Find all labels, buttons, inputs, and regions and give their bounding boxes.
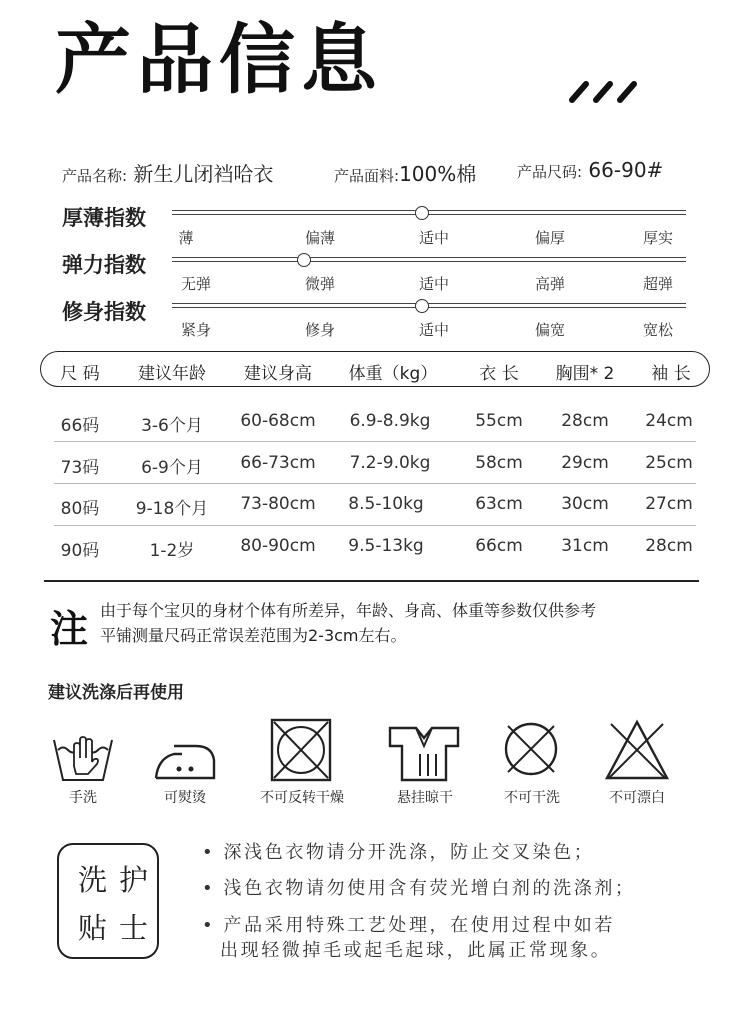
row-divider: [54, 483, 696, 484]
hand-wash-caption: 手洗: [69, 790, 97, 806]
table-cell: 66cm: [475, 536, 523, 556]
elasticity-tick: 高弹: [534, 275, 566, 293]
care-badge-line-2: 贴士: [78, 911, 161, 945]
fit-scale-line: [172, 303, 686, 308]
table-cell: 27cm: [645, 494, 693, 514]
table-cell: 58cm: [475, 453, 523, 473]
table-cell: 8.5-10kg: [348, 494, 424, 514]
header-weight: 体重（kg）: [348, 364, 438, 384]
no-tumble-dry-caption: 不可反转干燥: [260, 790, 344, 806]
table-cell: 3-6个月: [141, 416, 203, 436]
product-fabric: [334, 158, 476, 187]
elasticity-tick: 微弹: [304, 275, 336, 293]
no-bleach-caption: 不可漂白: [609, 790, 665, 806]
no-dry-clean-icon: [502, 720, 560, 778]
header-chest: 胸围* 2: [555, 364, 615, 384]
page-title: 产品信息: [55, 15, 383, 104]
table-cell: 80-90cm: [240, 536, 316, 556]
care-tip-1: • 深浅色衣物请分开洗涤，防止交叉染色；: [202, 842, 595, 863]
note-mark: 注: [50, 607, 89, 651]
table-cell: 28cm: [561, 411, 609, 431]
table-cell: 28cm: [645, 536, 693, 556]
note-line-2: 平铺测量尺码正常误差范围为2-3cm左右。: [100, 626, 407, 645]
fit-tick: 宽松: [642, 321, 674, 339]
thickness-scale-knob: [415, 206, 429, 220]
note-line-1: 由于每个宝贝的身材个体有所差异，年龄、身高、体重等参数仅供参考: [100, 601, 597, 620]
care-tip-3-continued: 出现轻微掉毛或起毛起球，此属正常现象。: [220, 940, 612, 961]
product-size-label: 产品尺码:: [517, 163, 583, 181]
table-cell: 60-68cm: [240, 411, 316, 431]
table-cell: 63cm: [475, 494, 523, 514]
no-dry-clean-caption: 不可干洗: [504, 790, 560, 806]
elasticity-tick: 适中: [418, 275, 450, 293]
header-size: 尺 码: [60, 364, 100, 384]
thickness-index-label: 厚薄指数: [62, 206, 146, 230]
elasticity-tick: 超弹: [642, 275, 674, 293]
header-length: 衣 长: [479, 364, 519, 384]
iron-icon: [152, 740, 218, 782]
table-cell: 55cm: [475, 411, 523, 431]
table-cell: 90码: [60, 541, 100, 561]
table-cell: 1-2岁: [149, 541, 195, 561]
elasticity-index-label: 弹力指数: [62, 253, 146, 277]
row-divider: [54, 525, 696, 526]
thickness-tick: 适中: [418, 229, 450, 247]
wash-section-title: 建议洗涤后再使用: [48, 683, 184, 703]
product-name-label: 产品名称:: [62, 167, 128, 185]
decorative-dashes-icon: [568, 78, 640, 104]
table-cell: 24cm: [645, 411, 693, 431]
product-size: [517, 158, 663, 182]
no-bleach-icon: [603, 718, 671, 782]
care-badge-line-1: 洗护: [78, 863, 161, 897]
table-cell: 9-18个月: [135, 499, 209, 519]
fit-tick: 适中: [418, 321, 450, 339]
hand-wash-icon: [50, 728, 116, 784]
table-cell: 80码: [60, 499, 100, 519]
line-dry-caption: 悬挂晾干: [397, 790, 453, 806]
header-height: 建议身高: [244, 364, 312, 384]
thickness-tick: 偏薄: [304, 229, 336, 247]
table-cell: 7.2-9.0kg: [349, 453, 431, 473]
header-sleeve: 袖 长: [651, 364, 691, 384]
fit-tick: 修身: [304, 321, 336, 339]
table-cell: 31cm: [561, 536, 609, 556]
header-age: 建议年龄: [138, 364, 206, 384]
fit-tick: 偏宽: [534, 321, 566, 339]
product-size-value: 66-90#: [588, 158, 664, 182]
product-name-value: 新生儿闭裆哈衣: [133, 162, 274, 186]
table-cell: 6.9-8.9kg: [349, 411, 431, 431]
line-dry-icon: [388, 724, 460, 782]
thickness-tick: 厚实: [642, 229, 674, 247]
table-cell: 66-73cm: [240, 453, 316, 473]
product-fabric-label: 产品面料:: [334, 167, 400, 185]
fit-tick: 紧身: [180, 321, 212, 339]
table-cell: 25cm: [645, 453, 693, 473]
thickness-tick: 薄: [178, 229, 194, 247]
table-cell: 29cm: [561, 453, 609, 473]
care-tip-3: • 产品采用特殊工艺处理，在使用过程中如若: [202, 915, 615, 936]
row-divider: [54, 441, 696, 442]
table-cell: 30cm: [561, 494, 609, 514]
elasticity-scale-knob: [297, 253, 311, 267]
fit-scale-knob: [415, 299, 429, 313]
care-tip-2: • 浅色衣物请勿使用含有荧光增白剂的洗涤剂；: [202, 878, 636, 899]
product-name: [62, 158, 273, 187]
no-tumble-dry-icon: [270, 718, 332, 782]
table-cell: 6-9个月: [141, 458, 203, 478]
table-cell: 66码: [60, 416, 100, 436]
table-cell: 9.5-13kg: [348, 536, 424, 556]
table-cell: 73-80cm: [240, 494, 316, 514]
thickness-scale-line: [172, 210, 686, 215]
product-fabric-value: 100%棉: [399, 162, 477, 186]
elasticity-tick: 无弹: [180, 275, 212, 293]
table-cell: 73码: [60, 458, 100, 478]
section-divider: [44, 580, 699, 582]
fit-index-label: 修身指数: [62, 300, 146, 324]
thickness-tick: 偏厚: [534, 229, 566, 247]
elasticity-scale-line: [172, 257, 686, 262]
iron-caption: 可熨烫: [164, 790, 206, 806]
